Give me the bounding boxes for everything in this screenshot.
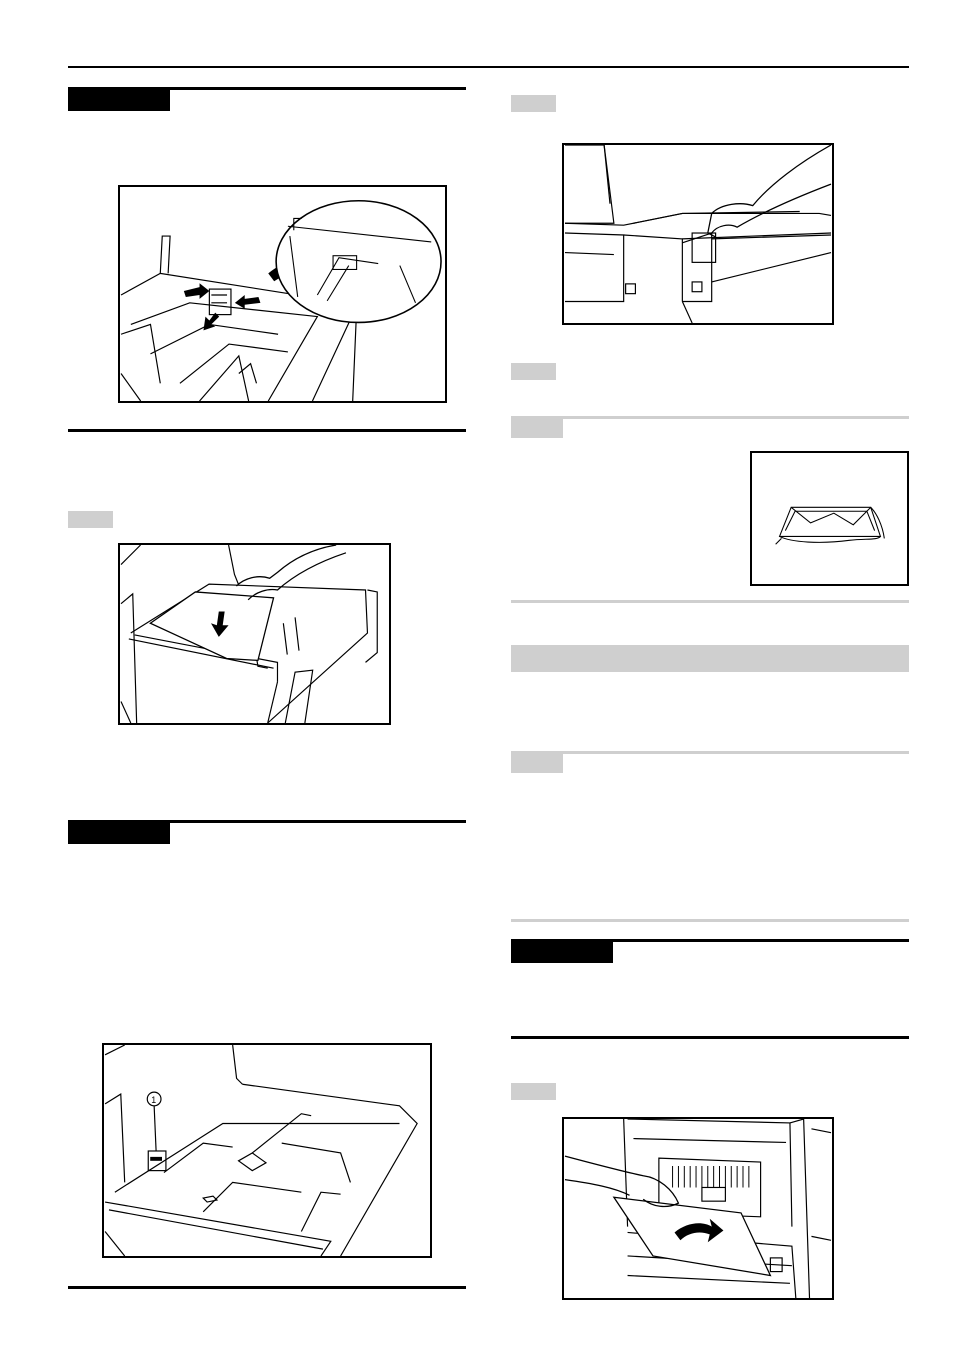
caution-tab [68, 89, 170, 111]
figure-load-paper [118, 543, 391, 725]
note-rule-bottom [511, 600, 909, 603]
hand-opening-cover-illustration [564, 1119, 832, 1298]
note-rule-top [511, 416, 909, 419]
figure-close-drawer [562, 143, 834, 325]
tray-guide-zoom-illustration [120, 187, 445, 401]
curled-paper-illustration [752, 453, 907, 584]
note-tab [511, 753, 563, 773]
figure-open-side-cover [562, 1117, 834, 1300]
caution-rule-bottom [511, 1036, 909, 1039]
caution-rule-bottom [68, 1286, 466, 1289]
caution-tab [511, 941, 613, 963]
hand-closing-drawer-illustration [564, 145, 832, 323]
hand-loading-paper-illustration [120, 545, 389, 723]
figure-tray-size-dial [102, 1043, 432, 1258]
step-tab [511, 95, 556, 112]
note-tab [511, 418, 563, 438]
note-rule-bottom [511, 919, 909, 922]
tray-size-dial-illustration [104, 1045, 430, 1256]
figure-tray-guide-adjust [118, 185, 447, 403]
figure-curled-paper [750, 451, 909, 586]
step-tab [511, 363, 556, 380]
step-tab [511, 1083, 556, 1100]
top-rule [68, 66, 909, 68]
caution-tab [68, 822, 170, 844]
section-heading-band [511, 645, 909, 672]
caution-rule-bottom [68, 429, 466, 432]
callout-1-label: 1 [151, 1094, 157, 1105]
note-rule-top [511, 751, 909, 754]
step-tab [68, 511, 113, 528]
